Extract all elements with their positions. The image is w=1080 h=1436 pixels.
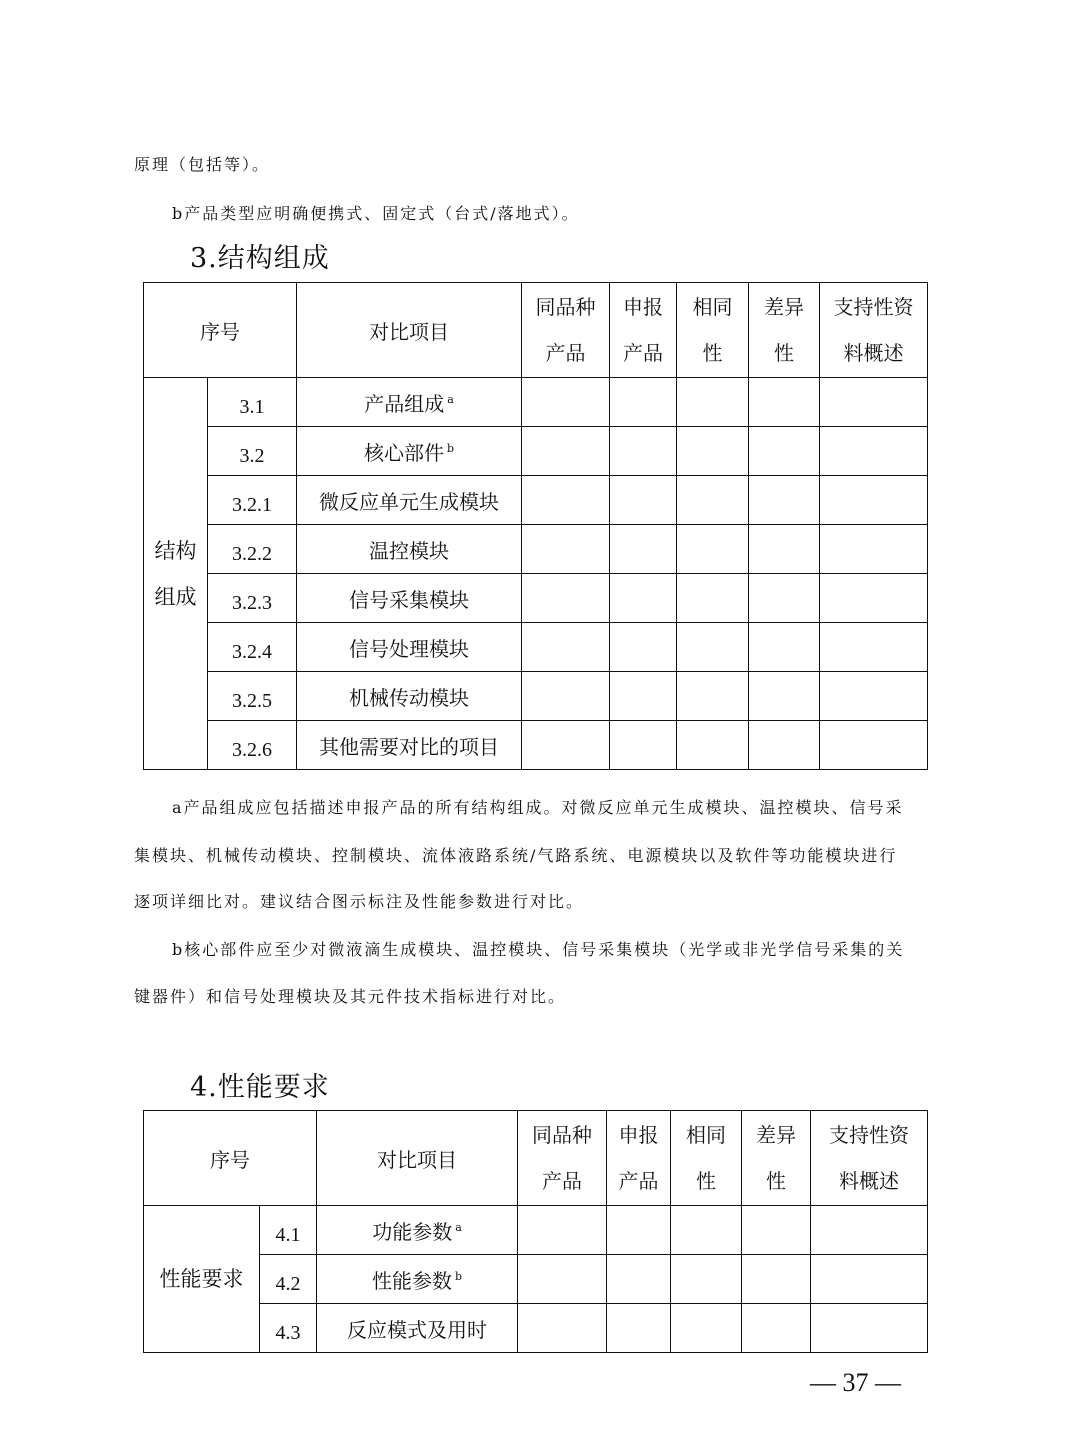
table-row (144, 1255, 928, 1304)
row-number: 3.2.5 (208, 672, 297, 721)
table-row (144, 1304, 928, 1353)
row-number: 3.2.3 (208, 574, 297, 623)
header-item: 对比项目 (297, 283, 522, 378)
row-item: 信号处理模块 (297, 623, 522, 672)
row-item: 温控模块 (297, 525, 522, 574)
header-same-product: 同品种 产品 (518, 1111, 607, 1206)
note-b-line-1: b核心部件应至少对微液滴生成模块、温控模块、信号采集模块（光学或非光学信号采集的关 (172, 940, 905, 959)
note-a-line-2: 集模块、机械传动模块、控制模块、流体液路系统/气路系统、电源模块以及软件等功能模块进行 (134, 846, 898, 865)
group-label-structure: 结构 组成 (144, 378, 208, 770)
note-a-line-3: 逐项详细比对。建议结合图示标注及性能参数进行对比。 (134, 892, 585, 911)
row-number: 3.2.2 (208, 525, 297, 574)
note-b-line-2: 键器件）和信号处理模块及其元件技术指标进行对比。 (134, 987, 567, 1006)
table-row (144, 574, 928, 623)
row-number: 3.2.6 (208, 721, 297, 770)
intro-text: 原理（包括等）。 (134, 155, 271, 174)
row-item: 核心部件 $^b$ (297, 427, 522, 476)
header-support-summary: 支持性资 料概述 (811, 1111, 928, 1206)
row-item: 机械传动模块 (297, 672, 522, 721)
table-header-row (144, 283, 928, 378)
row-item: 信号采集模块 (297, 574, 522, 623)
row-number: 3.1 (208, 378, 297, 427)
header-declared-product: 申报 产品 (610, 283, 677, 378)
table-row (144, 672, 928, 721)
header-support-summary: 支持性资 料概述 (820, 283, 928, 378)
table-row (144, 525, 928, 574)
row-number: 3.2.1 (208, 476, 297, 525)
row-number: 3.2 (208, 427, 297, 476)
row-item: 其他需要对比的项目 (297, 721, 522, 770)
table-row (144, 623, 928, 672)
header-sameness: 相同 性 (671, 1111, 742, 1206)
performance-table (143, 1110, 928, 1353)
table-row (144, 378, 928, 427)
row-number: 4.3 (260, 1304, 317, 1353)
note-b-product-type: b产品类型应明确便携式、固定式（台式/落地式）。 (172, 204, 580, 223)
row-item: 功能参数 $^a$ (317, 1206, 518, 1255)
row-item: 产品组成 $^a$ (297, 378, 522, 427)
header-declared-product: 申报 产品 (607, 1111, 671, 1206)
row-item: 微反应单元生成模块 (297, 476, 522, 525)
header-difference: 差异 性 (749, 283, 820, 378)
section-3-heading: 3.结构组成 (190, 243, 330, 274)
table-row (144, 427, 928, 476)
table-row (144, 721, 928, 770)
row-number: 4.2 (260, 1255, 317, 1304)
table-row (144, 476, 928, 525)
header-seq: 序号 (144, 283, 297, 378)
row-number: 3.2.4 (208, 623, 297, 672)
row-number: 4.1 (260, 1206, 317, 1255)
row-item: 性能参数 $^b$ (317, 1255, 518, 1304)
structure-table (143, 282, 928, 770)
header-difference: 差异 性 (742, 1111, 811, 1206)
section-4-heading: 4.性能要求 (190, 1072, 330, 1103)
table-row (144, 1206, 928, 1255)
header-seq: 序号 (144, 1111, 317, 1206)
row-item: 反应模式及用时 (317, 1304, 518, 1353)
page-number: — 37 — (810, 1368, 901, 1397)
header-sameness: 相同 性 (677, 283, 749, 378)
header-item: 对比项目 (317, 1111, 518, 1206)
header-same-product: 同品种 产品 (522, 283, 610, 378)
note-a-line-1: a产品组成应包括描述申报产品的所有结构组成。对微反应单元生成模块、温控模块、信号采 (172, 798, 904, 817)
group-label-performance: 性能要求 (144, 1206, 260, 1353)
table-header-row (144, 1111, 928, 1206)
